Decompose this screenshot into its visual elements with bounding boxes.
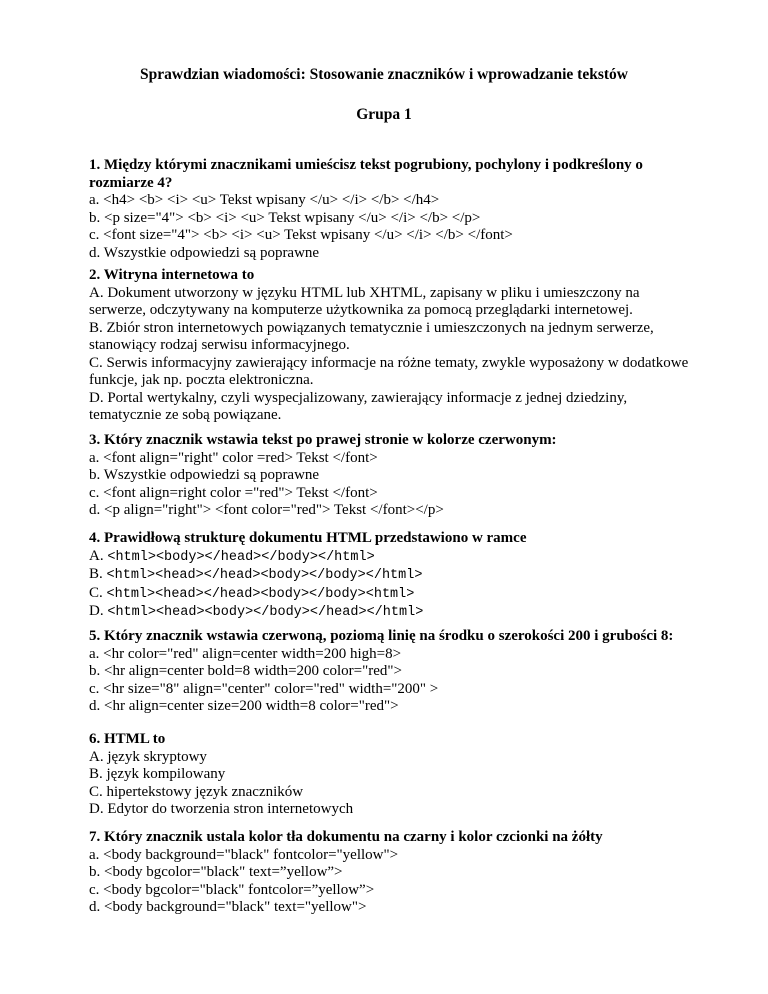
answer-a (89, 548, 689, 567)
question-heading: 7. Który znacznik ustala kolor tła dokumentu na czarny i kolor czcionki na żółty (89, 829, 603, 845)
answer-b: b. Wszystkie odpowiedzi są poprawne (89, 467, 320, 483)
answer-code: <html><head></head><body></body></html> (106, 568, 423, 583)
answer-a: a. <body background="black" fontcolor="yellow"> (89, 846, 399, 863)
answer-d: d. Wszystkie odpowiedzi są poprawne (89, 244, 320, 261)
answer-b: b. <p size="4"> <b> <i> <u> Tekst wpisany </u> </i> </b> </p> (89, 209, 481, 226)
answer-c: c. <hr size="8" align="center" color="red" width="200" > (89, 680, 439, 697)
answer-d: d. <hr align=center size=200 width=8 color="red"> (89, 698, 399, 714)
answer-c: c. <body bgcolor="black" fontcolor=”yellow”> (89, 881, 375, 898)
question-heading: 6. HTML to (89, 731, 166, 747)
answer-b: B. Zbiór stron internetowych powiązanych tematycznie i umieszczonych na jednym serwerze, stanowiący rodzaj serwisu informacyjnego. (89, 319, 654, 353)
answer-letter: B. (89, 566, 107, 582)
answer-c (89, 585, 689, 604)
question-2 (89, 267, 689, 425)
question-heading: 4. Prawidłową strukturę dokumentu HTML przedstawiono w ramce (89, 530, 527, 546)
question-7 (89, 829, 689, 917)
answer-c: c. <font size="4"> <b> <i> <u> Tekst wpisany </u> </i> </b> </font> (89, 227, 513, 243)
answer-a: A. Dokument utworzony w języku HTML lub XHTML, zapisany w pliku i umieszczony na serwerze, odczytywany na komputerze użytkownika za pomocą przeglądarki internetowej. (89, 284, 640, 318)
answer-c: c. <font align=right color ="red"> Tekst </font> (89, 484, 378, 501)
answer-letter: D. (89, 603, 108, 619)
question-heading: 2. Witryna internetowa to (89, 267, 255, 283)
answer-code: <html><head></head><body></body><html> (106, 586, 415, 602)
answer-b: b. <body bgcolor="black" text=”yellow”> (89, 864, 343, 880)
answer-b: B. język kompilowany (89, 766, 226, 782)
question-heading: 1. Między którymi znacznikami umieścisz tekst pogrubiony, pochylony i podkreślony o rozmiarze 4? (89, 157, 643, 191)
answer-b (89, 566, 689, 585)
question-heading: 3. Który znacznik wstawia tekst po prawej stronie w kolorze czerwonym: (89, 432, 557, 448)
answer-letter: C. (89, 584, 107, 601)
answer-d: d. <p align="right"> <font color="red"> Tekst </font></p> (89, 502, 444, 518)
question-1 (89, 157, 689, 262)
question-5 (89, 628, 689, 716)
answer-code: <html><body></head></body></html> (107, 549, 375, 565)
answer-d (89, 603, 689, 622)
question-4 (89, 530, 689, 622)
answer-a: a. <font align="right" color =red> Tekst </font> (89, 449, 378, 466)
answer-code: <html><head><body></body></head></html> (107, 605, 424, 620)
answer-d: D. Edytor do tworzenia stron internetowych (89, 801, 354, 817)
answer-c: C. Serwis informacyjny zawierający informacje na różne tematy, zwykle wyposażony w dodatkowe funkcje, jak np. poczta elektroniczna. (89, 354, 689, 388)
answer-a: A. język skryptowy (89, 748, 207, 765)
group-label: Grupa 1 (356, 106, 412, 123)
answer-letter: A. (89, 547, 108, 564)
answer-c: C. hipertekstowy język znaczników (89, 783, 304, 800)
answer-b: b. <hr align=center bold=8 width=200 color="red"> (89, 663, 402, 679)
answer-d: D. Portal wertykalny, czyli wyspecjalizowany, zawierający informacje z jednej dziedziny, tematycznie ze sobą powiązane. (89, 389, 628, 423)
document-title: Sprawdzian wiadomości: Stosowanie znaczników i wprowadzanie tekstów (140, 66, 628, 83)
question-6 (89, 731, 689, 819)
answer-a: a. <h4> <b> <i> <u> Tekst wpisany </u> </i> </b> </h4> (89, 192, 440, 208)
answer-a: a. <hr color="red" align=center width=200 high=8> (89, 645, 402, 662)
question-heading: 5. Który znacznik wstawia czerwoną, poziomą linię na środku o szerokości 200 i grubości 8: (89, 628, 674, 644)
answer-d: d. <body background="black" text="yellow"> (89, 899, 367, 915)
question-3 (89, 432, 689, 520)
